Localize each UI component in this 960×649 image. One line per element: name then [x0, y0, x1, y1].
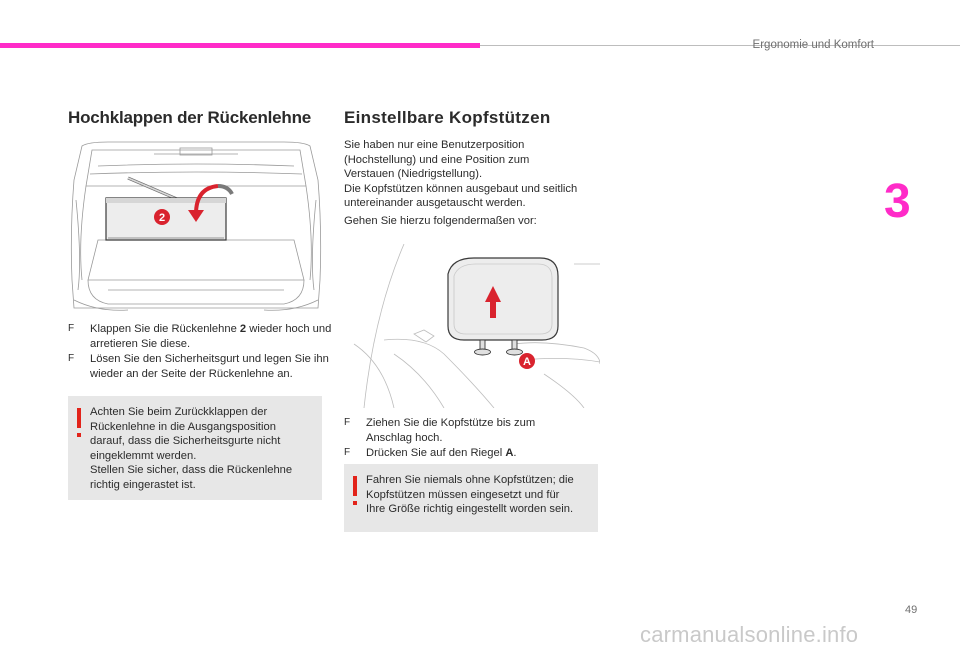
bullet-marker: F: [344, 447, 351, 458]
bullet-marker: F: [68, 323, 75, 334]
bullet-marker: F: [344, 417, 351, 428]
right-bullet-1: F Ziehen Sie die Kopfstütze bis zum Anschlag hoch.: [344, 417, 536, 444]
headrest-procedure-intro: Gehen Sie hierzu folgendermaßen vor:: [344, 215, 537, 227]
page-number: 49: [905, 604, 918, 616]
warning-icon: [353, 476, 357, 496]
warning-icon: [77, 408, 81, 428]
left-bullet-2: F Lösen Sie den Sicherheitsgurt und legen Sie ihn wieder an der Seite der Rückenlehne an.: [68, 353, 329, 380]
headrest-intro: Sie haben nur eine Benutzerposition (Hochstellung) und eine Position zum Verstauen (Niedrigstellung). Die Kopfstützen können ausgebaut und seitlich untereinander ausgetauscht werden.: [344, 139, 578, 210]
header-rule: [480, 45, 960, 46]
headrest-heading: Einstellbare Kopfstützen: [344, 108, 551, 127]
headrest-warning-box: Fahren Sie niemals ohne Kopfstützen; die Kopfstützen müssen eingesetzt und für Ihre Größe richtig eingestellt worden sein.: [344, 464, 598, 532]
right-bullet-2: F Drücken Sie auf den Riegel A.: [344, 447, 517, 459]
left-bullet-1: F Klappen Sie die Rückenlehne 2 wieder hoch und arretieren Sie diese.: [68, 323, 332, 350]
seatback-heading: Hochklappen der Rückenlehne: [68, 108, 312, 127]
watermark: carmanualsonline.info: [640, 622, 859, 647]
accent-bar: [0, 43, 480, 48]
section-title: Ergonomie und Komfort: [752, 39, 874, 51]
bullet-marker: F: [68, 353, 75, 364]
chapter-number: 3: [884, 175, 911, 228]
figure-label-2: 2: [158, 212, 166, 224]
trunk-seatback-illustration: [68, 140, 324, 315]
headrest-illustration: [344, 244, 600, 408]
seatback-warning-box: Achten Sie beim Zurückklappen der Rückenlehne in die Ausgangsposition darauf, dass die Sicherheitsgurte nicht eingeklemmt werden. Stellen Sie sicher, dass die Rückenlehne richtig eingerastet ist.: [68, 396, 322, 500]
figure-label-a: A: [523, 356, 531, 368]
